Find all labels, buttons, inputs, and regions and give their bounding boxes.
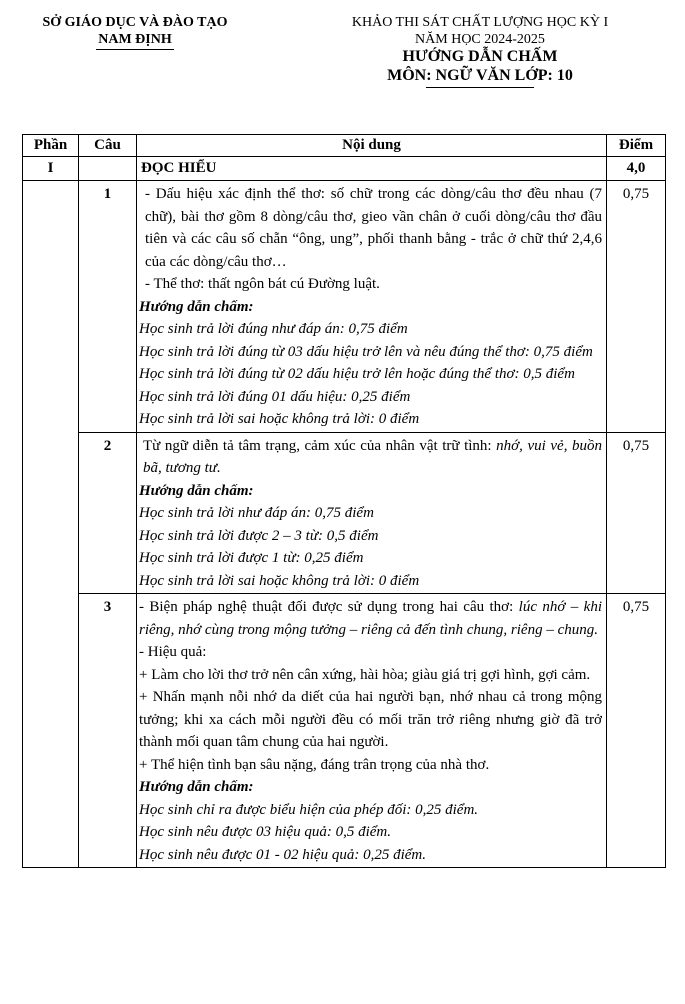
section-title: ĐỌC HIỂU — [137, 157, 607, 181]
table-row — [23, 181, 666, 433]
question-points: 0,75 — [607, 594, 666, 868]
question-content — [137, 594, 607, 868]
section-points: 4,0 — [607, 157, 666, 181]
question-points: 0,75 — [607, 432, 666, 594]
question-number: 3 — [79, 594, 137, 868]
document-title: HƯỚNG DẪN CHẤM — [402, 48, 558, 65]
grading-table — [22, 134, 666, 868]
subject-grade: MÔN: NGỮ VĂN LỚP: 10 — [387, 67, 573, 84]
answer-text: + Thể hiện tình bạn sâu nặng, đáng trân trọng của nhà thơ. — [139, 756, 490, 773]
part-empty-cell — [23, 181, 79, 868]
grading-criterion: Học sinh nêu được 03 hiệu quả: 0,5 điểm. — [139, 824, 391, 840]
question-content — [137, 432, 607, 594]
exam-header — [300, 14, 660, 88]
grading-criterion: Học sinh nêu được 01 - 02 hiệu quả: 0,25 điểm. — [139, 846, 426, 863]
header-part: Phần — [23, 135, 79, 157]
question-number: 1 — [79, 181, 137, 433]
header-content: Nội dung — [137, 135, 607, 157]
answer-text: + Nhấn mạnh nỗi nhớ da diết của hai người bạn, nhớ nhau cả trong mộng tưởng; khi xa cách mỗi người đều có mối trăn trở riêng nhưng giờ đã trở thành mối quan tâm chung của hai người. — [139, 689, 602, 750]
grading-criterion: Học sinh trả lời được 1 từ: 0,25 điểm — [139, 550, 364, 566]
grading-criterion: Học sinh trả lời như đáp án: 0,75 điểm — [139, 505, 374, 521]
grading-guide-label: Hướng dẫn chấm: — [139, 298, 254, 315]
answer-text — [139, 435, 602, 480]
question-number: 2 — [79, 432, 137, 594]
question-points: 0,75 — [607, 181, 666, 433]
grading-criterion: Học sinh trả lời đúng như đáp án: 0,75 điểm — [139, 321, 408, 337]
grading-criterion: Học sinh trả lời sai hoặc không trả lời: 0 điểm — [139, 411, 420, 427]
section-part: I — [23, 157, 79, 181]
province-name: NAM ĐỊNH — [96, 31, 174, 50]
grading-criterion: Học sinh trả lời đúng từ 02 dấu hiệu trở lên hoặc đúng thể thơ: 0,5 điểm — [139, 366, 575, 382]
grading-criterion: Học sinh chỉ ra được biểu hiện của phép đối: 0,25 điểm. — [139, 801, 479, 818]
table-row — [23, 594, 666, 868]
grading-criterion: Học sinh trả lời sai hoặc không trả lời: 0 điểm — [139, 572, 420, 589]
header-underline — [426, 87, 534, 88]
answer-text-italic: lúc nhớ – khi riêng, nhớ cùng trong mộng tưởng – riêng cả đến tình chung, riêng – chung. — [139, 599, 603, 638]
grading-criterion: Học sinh trả lời đúng từ 03 dấu hiệu trở lên và nêu đúng thể thơ: 0,75 điểm — [139, 343, 593, 360]
school-year: NĂM HỌC 2024-2025 — [415, 32, 545, 47]
answer-text: - Thể thơ: thất ngôn bát cú Đường luật. — [145, 276, 380, 292]
section-empty-cell — [79, 157, 137, 181]
answer-text-normal: - Biện pháp nghệ thuật đối được sử dụng trong hai câu thơ: — [139, 599, 519, 615]
answer-text-italic: nhớ, vui vẻ, buồn bã, tương tư. — [143, 437, 602, 476]
grading-guide-label: Hướng dẫn chấm: — [139, 779, 254, 795]
answer-text: - Dấu hiệu xác định thể thơ: số chữ trong các dòng/câu thơ đều nhau (7 chữ), bài thơ gồm 8 dòng/câu thơ, gieo vần chân ở cuối dòng/câu thơ đầu tiên và các câu số chẵn “ông, ung”, phối thanh bằng - trắc ở chữ thứ 2,4,6 của các dòng/câu thơ… — [145, 186, 602, 270]
department-header — [30, 14, 240, 50]
answer-text: + Làm cho lời thơ trở nên cân xứng, hài hòa; giàu giá trị gợi hình, gợi cảm. — [139, 666, 591, 683]
grading-criterion: Học sinh trả lời được 2 – 3 từ: 0,5 điểm — [139, 527, 379, 544]
section-row — [23, 157, 666, 181]
department-name: SỞ GIÁO DỤC VÀ ĐÀO TẠO — [42, 15, 228, 30]
header-points: Điểm — [607, 135, 666, 157]
grading-guide-label: Hướng dẫn chấm: — [139, 482, 254, 499]
question-content — [137, 181, 607, 433]
table-row — [23, 432, 666, 594]
exam-title: KHẢO THI SÁT CHẤT LƯỢNG HỌC KỲ I — [351, 15, 609, 30]
answer-text: - Hiệu quả: — [139, 644, 207, 660]
header-question: Câu — [79, 135, 137, 157]
answer-text-normal: Từ ngữ diễn tả tâm trạng, cảm xúc của nhân vật trữ tình: — [143, 437, 497, 454]
table-header-row — [23, 135, 666, 157]
grading-criterion: Học sinh trả lời đúng 01 dấu hiệu: 0,25 điểm — [139, 388, 411, 405]
answer-text — [139, 596, 602, 641]
